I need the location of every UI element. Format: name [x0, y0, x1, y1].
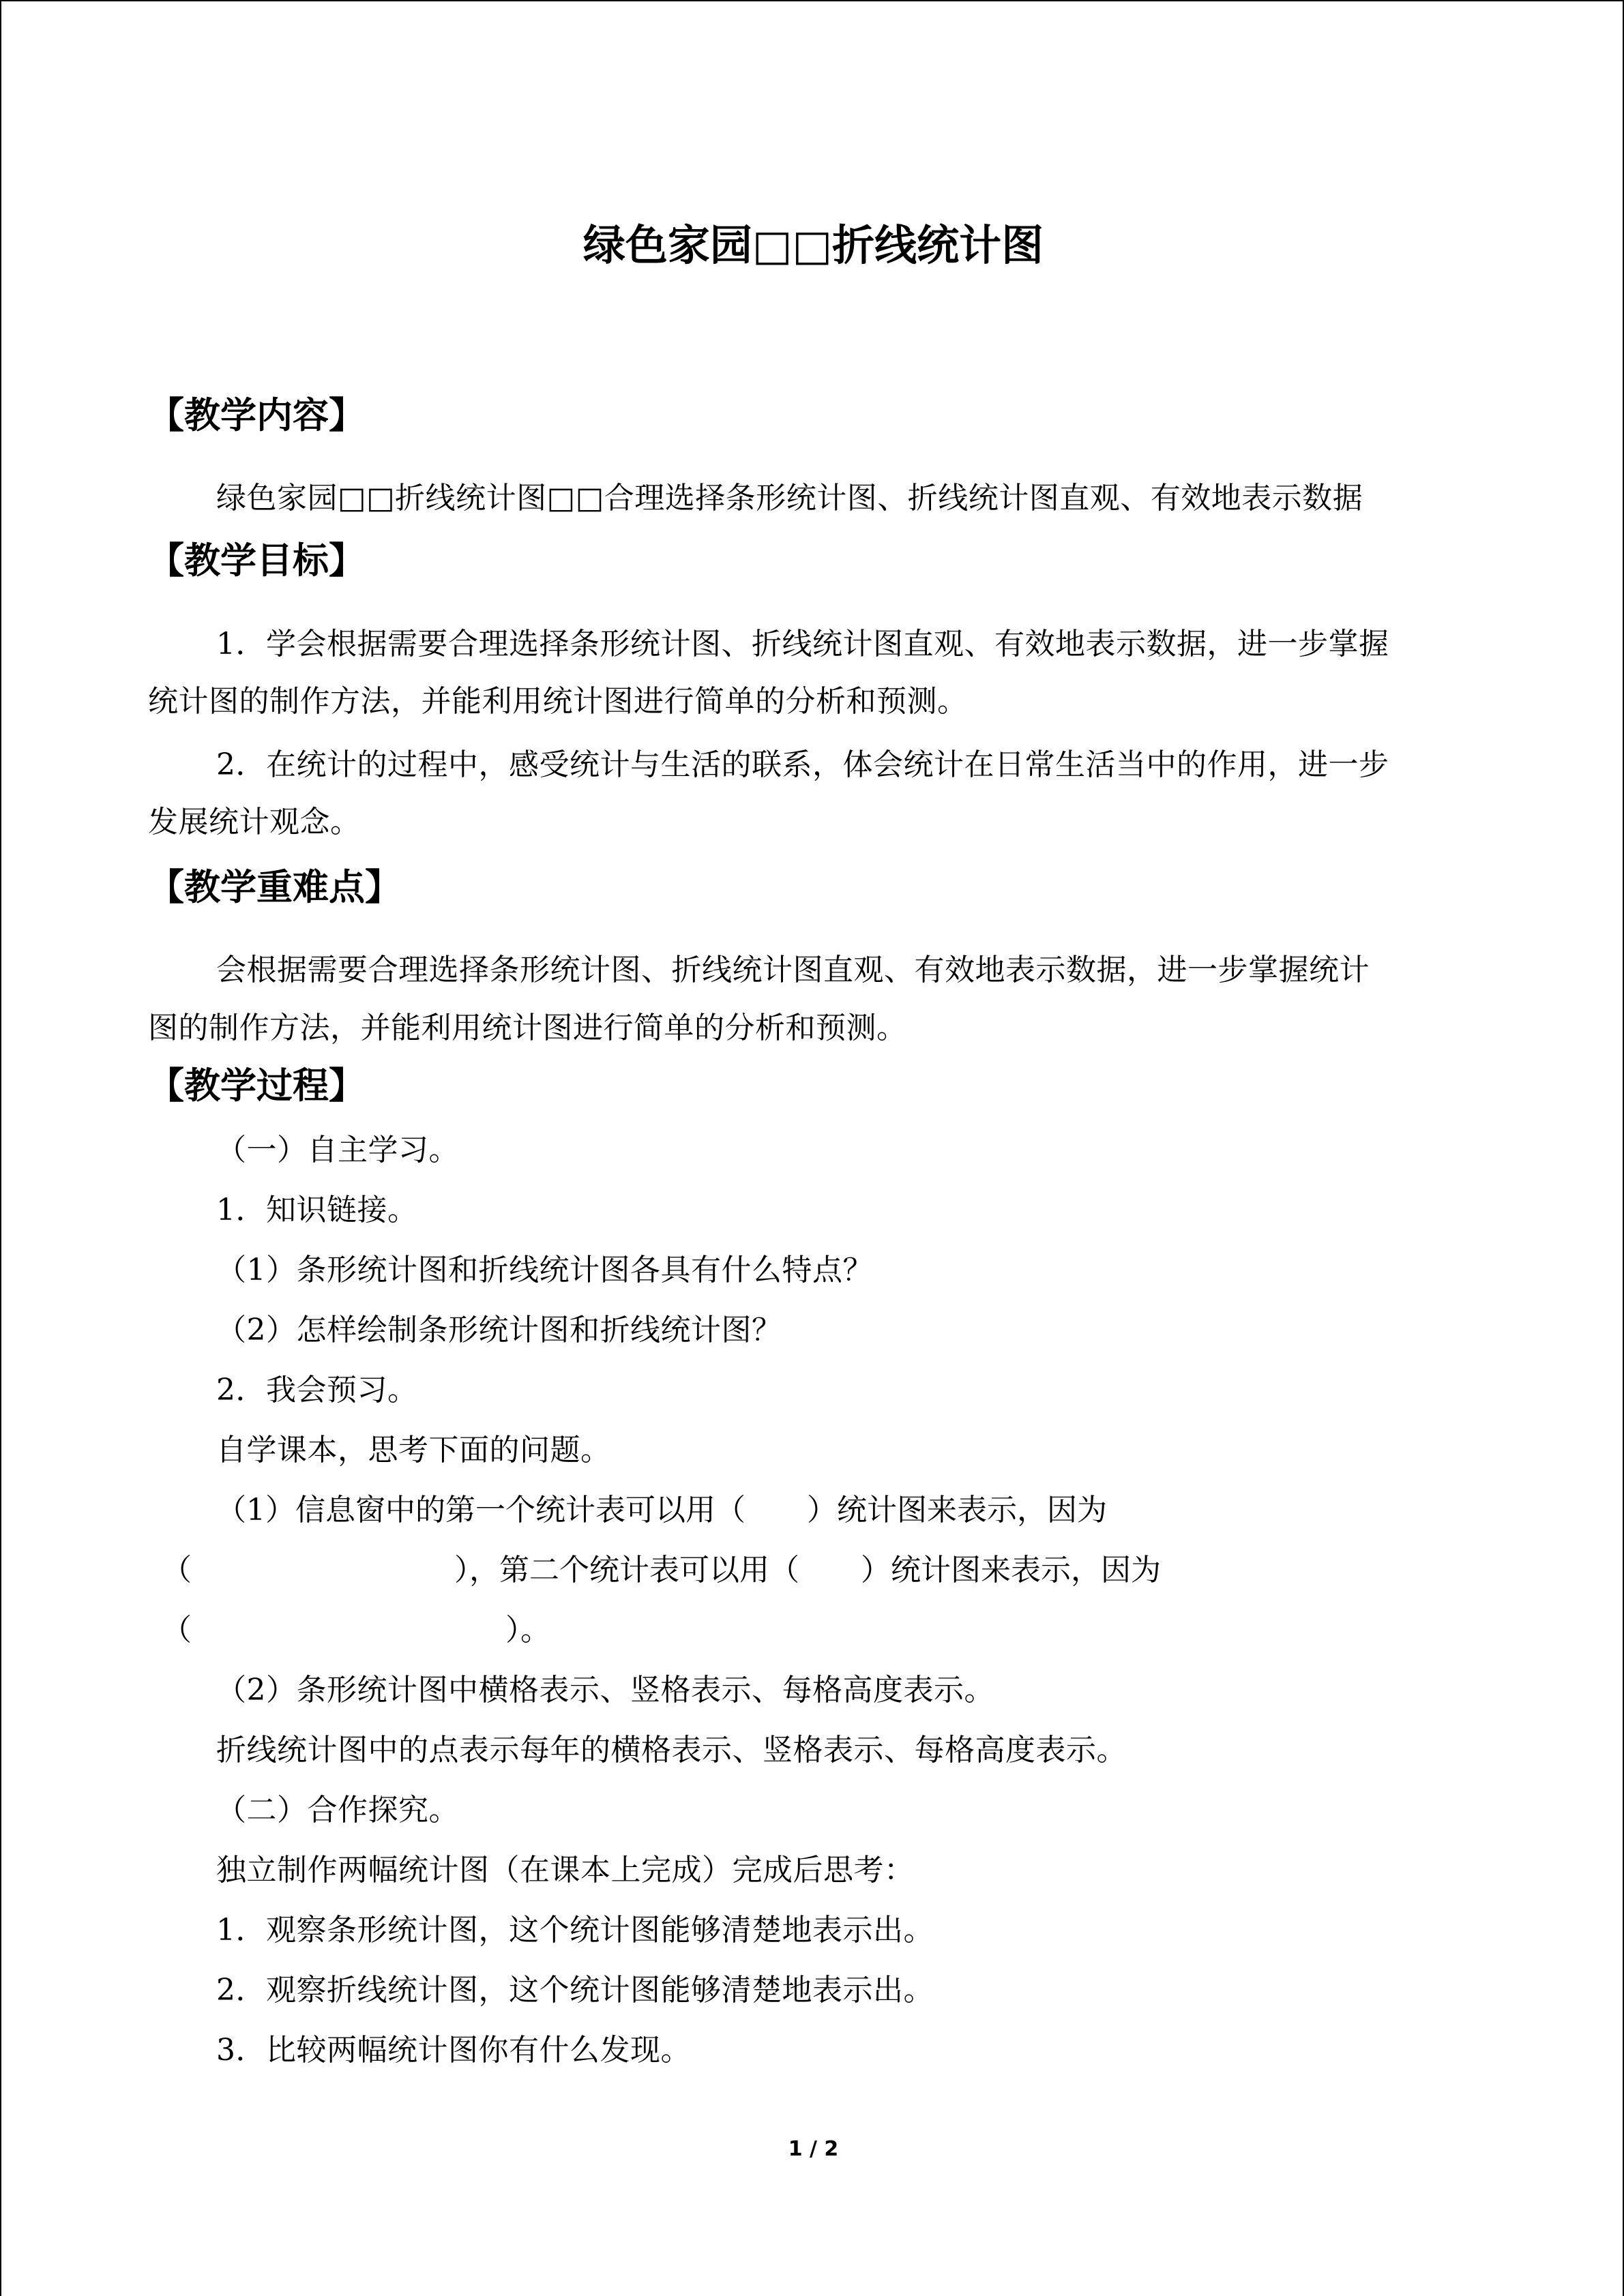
- key-points-line-2: 图的制作方法，并能利用统计图进行简单的分析和预测。: [148, 1011, 907, 1045]
- process-line-self-study: （一）自主学习。: [216, 1133, 459, 1167]
- fill-blank-text: ）统计图来表示，因为: [807, 1493, 1107, 1527]
- process-line-knowledge-link: 1．知识链接。: [216, 1193, 418, 1227]
- process-line-cooperation: （二）合作探究。: [216, 1793, 459, 1828]
- heading-key-difficult-points: 【教学重难点】: [148, 866, 401, 908]
- key-points-line-1: 会根据需要合理选择条形统计图、折线统计图直观、有效地表示数据，进一步掌握统计: [216, 953, 1370, 987]
- fill-blank-text: （1）信息窗中的第一个统计表可以用（: [216, 1493, 745, 1527]
- process-line-line-chart-grid: 折线统计图中的点表示每年的横格表示、竖格表示、每格高度表示。: [216, 1733, 1127, 1768]
- process-line-question-2: （2）怎样绘制条形统计图和折线统计图？: [216, 1313, 782, 1347]
- goal-1-line-2: 统计图的制作方法，并能利用统计图进行简单的分析和预测。: [148, 684, 968, 719]
- fill-blank-text: （: [162, 1613, 192, 1648]
- process-line-make-charts: 独立制作两幅统计图（在课本上完成）完成后思考：: [216, 1853, 915, 1888]
- heading-teaching-process: 【教学过程】: [148, 1064, 365, 1107]
- teaching-content-text: 绿色家园□□折线统计图□□合理选择条形统计图、折线统计图直观、有效地表示数据: [216, 481, 1363, 516]
- page-number: 1 / 2: [788, 2137, 839, 2161]
- fill-blank-line-2: [162, 1545, 1161, 1589]
- goal-2-line-1: 2．在统计的过程中，感受统计与生活的联系，体会统计在日常生活当中的作用，进一步: [216, 747, 1389, 782]
- fill-blank-text: ），第二个统计表可以用（: [454, 1553, 799, 1587]
- fill-blank-text: ）统计图来表示，因为: [861, 1553, 1161, 1587]
- document-title: 绿色家园□□折线统计图: [582, 220, 1044, 270]
- goal-2-line-2: 发展统计观念。: [148, 805, 361, 839]
- process-line-preview: 2．我会预习。: [216, 1373, 418, 1407]
- process-line-bar-chart-grid: （2）条形统计图中横格表示、竖格表示、每格高度表示。: [216, 1673, 994, 1708]
- process-line-compare: 3．比较两幅统计图你有什么发现。: [216, 2033, 691, 2068]
- heading-teaching-goals: 【教学目标】: [148, 539, 365, 582]
- fill-blank-text: （: [162, 1553, 192, 1587]
- process-line-observe-bar: 1．观察条形统计图，这个统计图能够清楚地表示出。: [216, 1913, 934, 1948]
- fill-blank-line-3: [162, 1605, 550, 1649]
- heading-teaching-content: 【教学内容】: [148, 394, 365, 436]
- process-line-question-1: （1）条形统计图和折线统计图各具有什么特点？: [216, 1253, 873, 1287]
- process-line-observe-line: 2．观察折线统计图，这个统计图能够清楚地表示出。: [216, 1973, 934, 2008]
- process-line-self-read: 自学课本，思考下面的问题。: [216, 1433, 611, 1467]
- fill-blank-line-1: [216, 1485, 1107, 1529]
- goal-1-line-1: 1．学会根据需要合理选择条形统计图、折线统计图直观、有效地表示数据，进一步掌握: [216, 627, 1389, 661]
- fill-blank-text: ）。: [505, 1613, 550, 1648]
